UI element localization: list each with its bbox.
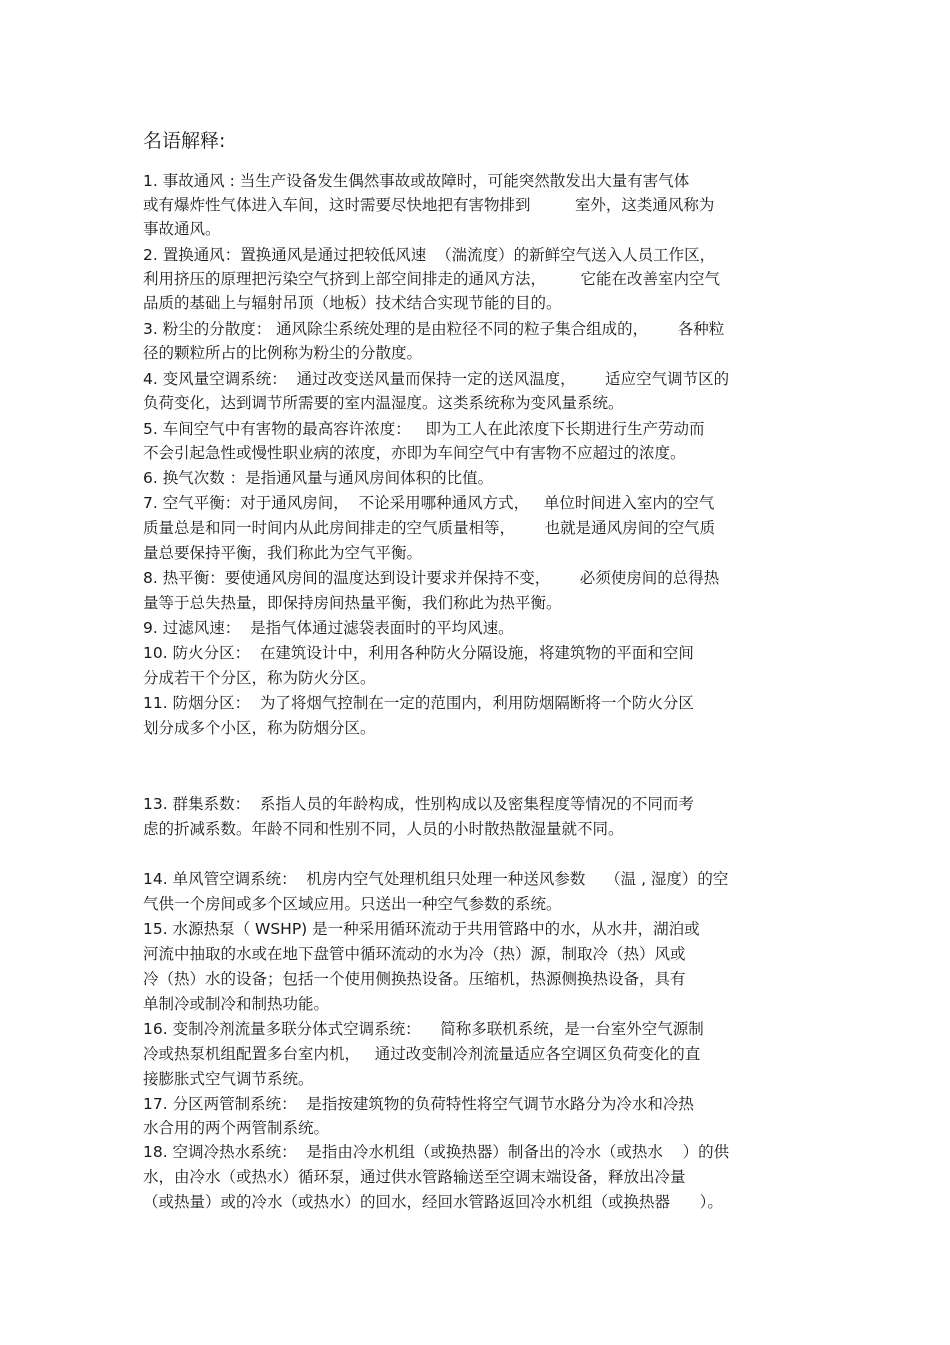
entry-6-line-1: 6. 换气次数 ：是指通风量与通风房间体积的比值。: [143, 469, 494, 487]
entry-1-line-1: 1. 事故通风 : 当生产设备发生偶然事故或故障时，可能突然散发出大量有害气体: [143, 172, 690, 190]
entry-13-line-2: 虑的折减系数。年龄不同和性别不同，人员的小时散热散湿量就不同。: [143, 820, 624, 838]
entry-7-line-2: 质量总是和同一时间内从此房间排走的空气质量相等， 也就是通风房间的空气质: [143, 519, 716, 537]
entry-10-line-1: 10. 防火分区： 在建筑设计中，利用各种防火分隔设施，将建筑物的平面和空间: [143, 644, 694, 662]
entry-10-line-2: 分成若干个分区，称为防火分区。: [143, 669, 376, 687]
entry-7-line-3: 量总要保持平衡，我们称此为空气平衡。: [143, 544, 423, 562]
entry-13-line-1: 13. 群集系数： 系指人员的年龄构成，性别构成以及密集程度等情况的不同而考: [143, 795, 694, 813]
entry-5-line-1: 5. 车间空气中有害物的最高容许浓度： 即为工人在此浓度下长期进行生产劳动而: [143, 420, 705, 438]
entry-9-line-1: 9. 过滤风速： 是指气体通过滤袋表面时的平均风速。: [143, 619, 514, 637]
entry-8-line-2: 量等于总失热量，即保持房间热量平衡，我们称此为热平衡。: [143, 594, 562, 612]
entry-7-line-1: 7. 空气平衡：对于通风房间， 不论采用哪种通风方式， 单位时间进入室内的空气: [143, 494, 715, 512]
page-title: 名语解释:: [143, 130, 226, 152]
entry-18-line-2: 水，由冷水（或热水）循环泵，通过供水管路输送至空调末端设备，释放出冷量: [143, 1168, 686, 1186]
entry-4-line-2: 负荷变化，达到调节所需要的室内温湿度。这类系统称为变风量系统。: [143, 394, 624, 412]
entry-16-line-1: 16. 变制冷剂流量多联分体式空调系统： 简称多联机系统，是一台室外空气源制: [143, 1020, 704, 1038]
entry-15-line-1: 15. 水源热泵（ WSHP) 是一种采用循环流动于共用管路中的水，从水井，湖泊或: [143, 920, 700, 938]
entry-11-line-1: 11. 防烟分区： 为了将烟气控制在一定的范围内，利用防烟隔断将一个防火分区: [143, 694, 694, 712]
entry-8-line-1: 8. 热平衡：要使通风房间的温度达到设计要求并保持不变， 必须使房间的总得热: [143, 569, 720, 587]
entry-15-line-3: 冷（热）水的设备；包括一个使用侧换热设备。压缩机，热源侧换热设备，具有: [143, 970, 686, 988]
entry-17-line-1: 17. 分区两管制系统： 是指按建筑物的负荷特性将空气调节水路分为冷水和冷热: [143, 1095, 694, 1113]
entry-2-line-2: 利用挤压的原理把污染空气挤到上部空间排走的通风方法， 它能在改善室内空气: [143, 270, 720, 288]
entry-15-line-2: 河流中抽取的水或在地下盘管中循环流动的水为冷（热）源，制取冷（热）风或: [143, 945, 686, 963]
entry-18-line-1: 18. 空调冷热水系统： 是指由冷水机组（或换热器）制备出的冷水（或热水 ）的供: [143, 1143, 730, 1161]
entry-16-line-2: 冷或热泵机组配置多台室内机， 通过改变制冷剂流量适应各空调区负荷变化的直: [143, 1045, 701, 1063]
entry-4-line-1: 4. 变风量空调系统： 通过改变送风量而保持一定的送风温度， 适应空气调节区的: [143, 370, 730, 388]
entry-1-line-2: 或有爆炸性气体进入车间，这时需要尽快地把有害物排到 室外，这类通风称为: [143, 196, 715, 214]
entry-16-line-3: 接膨胀式空气调节系统。: [143, 1070, 314, 1088]
entry-5-line-2: 不会引起急性或慢性职业病的浓度，亦即为车间空气中有害物不应超过的浓度。: [143, 444, 686, 462]
entry-2-line-1: 2. 置换通风：置换通风是通过把较低风速 （湍流度）的新鲜空气送入人员工作区，: [143, 246, 716, 264]
entry-17-line-2: 水合用的两个两管制系统。: [143, 1119, 330, 1137]
entry-3-line-2: 径的颗粒所占的比例称为粉尘的分散度。: [143, 344, 423, 362]
entry-3-line-1: 3. 粉尘的分散度： 通风除尘系统处理的是由粒径不同的粒子集合组成的， 各种粒: [143, 320, 725, 338]
entry-15-line-4: 单制冷或制冷和制热功能。: [143, 995, 330, 1013]
entry-2-line-3: 品质的基础上与辐射吊顶（地板）技术结合实现节能的目的。: [143, 294, 562, 312]
entry-18-line-3: （或热量）或的冷水（或热水）的回水，经回水管路返回冷水机组（或换热器 ）。: [143, 1193, 723, 1211]
entry-11-line-2: 划分成多个小区，称为防烟分区。: [143, 719, 376, 737]
entry-14-line-2: 气供一个房间或多个区域应用。只送出一种空气参数的系统。: [143, 895, 562, 913]
entry-1-line-3: 事故通风。: [143, 220, 221, 238]
entry-14-line-1: 14. 单风管空调系统： 机房内空气处理机组只处理一种送风参数 （温 , 湿度）的空: [143, 870, 729, 888]
